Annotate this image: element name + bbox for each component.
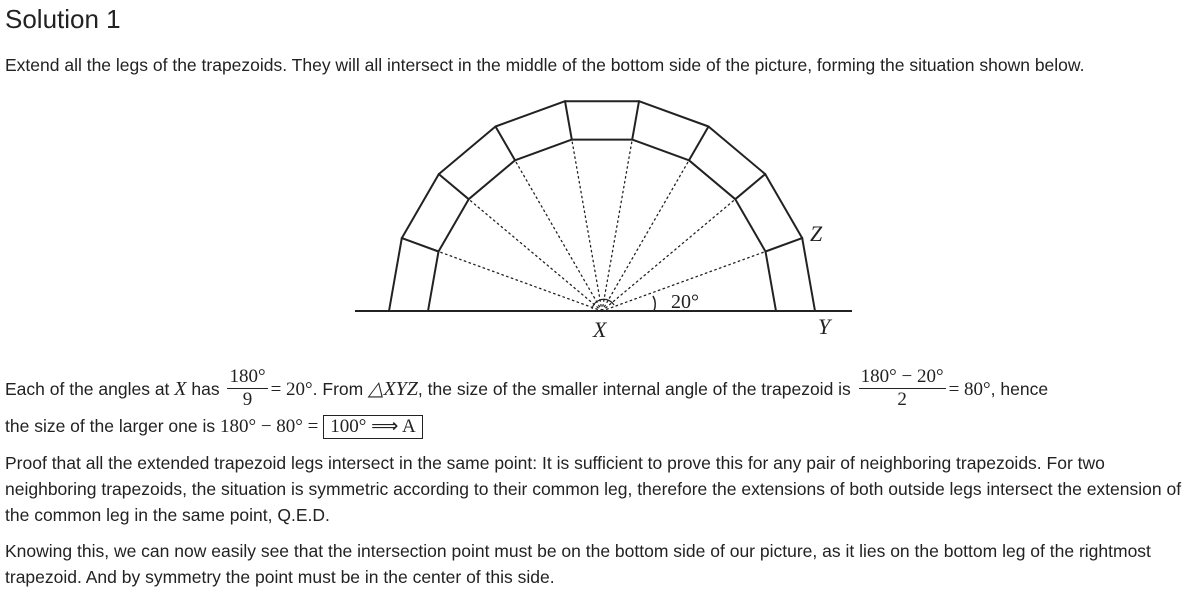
label-y: Y [818, 314, 831, 339]
trapezoid-leg [402, 238, 439, 251]
trapezoid-outer-base [439, 127, 496, 175]
angle-paragraph-line2 [5, 413, 423, 440]
dotted-extension [602, 199, 735, 311]
trapezoid-outer-base [765, 174, 802, 238]
solution-heading: Solution 1 [5, 4, 121, 34]
dotted-extension [439, 252, 603, 312]
fraction-denominator: 2 [897, 389, 907, 410]
trapezoid-inner-base [735, 199, 765, 251]
trapezoid-inner-base [439, 199, 469, 251]
fraction-numerator: 180° − 20° [860, 366, 944, 387]
text: , hence [990, 379, 1049, 400]
var-x: X [174, 378, 187, 401]
dotted-extension [469, 199, 602, 311]
fraction-numerator: 180° [229, 366, 266, 387]
triangle-xyz: △XYZ [368, 378, 418, 401]
trapezoid-outer-base [709, 127, 766, 175]
text: has [186, 379, 225, 400]
trapezoid-outer-base [639, 101, 709, 126]
trapezoid-leg [439, 174, 469, 199]
trapezoid-outer-base [496, 101, 566, 126]
trapezoid-outer-base [802, 238, 815, 311]
trapezoid-leg [565, 101, 572, 139]
proof-paragraph: Proof that all the extended trapezoid legs intersect in the same point: It is sufficient to prove this for any pair of neighboring trapezoids. For two neighboring trapezoids, the situation is symmetric according to their common leg, therefore the extensions of both outside legs intersect the extension of the common leg in the same point, Q.E.D. [5, 453, 1182, 525]
trapezoid-leg [689, 127, 709, 161]
fraction-denominator: 9 [242, 389, 253, 410]
math-180-minus-80: 180° − 80° = [219, 416, 319, 437]
text: Each of the angles at [5, 379, 175, 400]
trapezoid-inner-base [632, 140, 689, 161]
answer-box: 100° ⟹ A [323, 415, 423, 439]
angle-paragraph-line1 [5, 368, 1048, 413]
trapezoid-outer-base [389, 238, 402, 311]
extended-legs-dotted [439, 140, 766, 311]
trapezoid-inner-base [689, 160, 735, 199]
trapezoid-outer-base [402, 174, 439, 238]
trapezoid-inner-base [469, 160, 515, 199]
trapezoid-legs [389, 101, 815, 311]
text: the size of the larger one is [5, 416, 220, 436]
trapezoid-leg [766, 238, 803, 251]
math-eq-80: = 80° [948, 379, 991, 401]
angle-arc-20 [653, 296, 655, 311]
trapezoid-leg [496, 127, 516, 161]
fraction-160-over-2 [859, 366, 946, 411]
trapezoid-leg [735, 174, 765, 199]
trapezoid-inner-base [766, 252, 777, 312]
intro-paragraph: Extend all the legs of the trapezoids. They will all intersect in the middle of the bottom side of the picture, forming the situation shown below. [5, 55, 1085, 75]
label-angle-20: 20° [671, 291, 699, 313]
trapezoid-leg [632, 101, 639, 139]
conclusion-paragraph: Knowing this, we can now easily see that the intersection point must be on the bottom side of our picture, as it lies on the bottom leg of the rightmost trapezoid. And by symmetry the point must be in the center of this side. [5, 541, 1151, 587]
math-eq-20: = 20° [270, 379, 313, 401]
label-z: Z [810, 221, 823, 246]
trapezoid-bases [389, 101, 815, 311]
trapezoid-inner-base [515, 140, 572, 161]
trapezoid-inner-base [428, 252, 439, 312]
fraction-180-over-9 [227, 366, 267, 411]
label-x: X [593, 317, 607, 342]
text: , the size of the smaller internal angle of the trapezoid is [417, 379, 856, 400]
text: . From [312, 379, 369, 400]
